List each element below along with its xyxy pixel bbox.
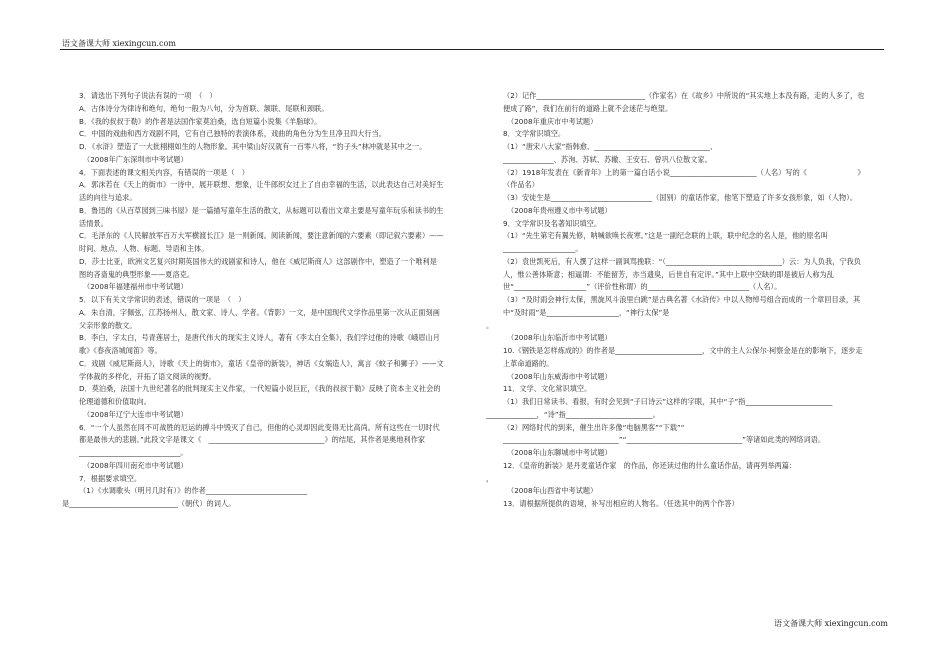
q3-option-b: B．《我的叔叔于勒》的作者是法国作家莫泊桑，选自短篇小说集《羊脂球》。 bbox=[79, 116, 322, 126]
q8-part-1: （1）“唐宋八大家”指韩愈、________________________________、 bbox=[503, 142, 718, 151]
header-rule bbox=[60, 49, 884, 50]
question-7: 7．根据要求填空。 bbox=[79, 473, 142, 483]
question-12: 12．《皇帝的新装》是丹麦童话作家 的作品，你还读过他的什么童话作品，请再列举两篇： bbox=[503, 460, 797, 470]
left-column bbox=[62, 90, 444, 511]
q12-source: （2008年山西省中考试题） bbox=[507, 486, 598, 496]
page-footer-site: 语文备课大师 xiexingcun.com bbox=[774, 619, 888, 628]
q9-part-3-end: 。 bbox=[486, 320, 494, 330]
q8-source: （2008年贵州遵义市中考试题） bbox=[507, 205, 612, 215]
right-column bbox=[486, 90, 868, 511]
question-8: 8．文学常识填空。 bbox=[503, 129, 566, 139]
q6-source: （2008年四川南充市中考试题） bbox=[83, 460, 188, 470]
q3-source: （2008年广东深圳市中考试题） bbox=[83, 154, 188, 164]
q9-part-1: （1）“先生第宅有翼先修，呐喊欲唤长夜寒。”这是一副纪念联的上联，联中纪念的名人是，他的原名叫____________________。 bbox=[503, 231, 828, 253]
q11-source: （2008年山东聊城市中考试题） bbox=[507, 448, 612, 457]
question-9: 9．文学常识及名著知识填空。 bbox=[503, 218, 602, 228]
q4-option-c: C．毛泽东的《人民解放军百万大军横渡长江》是一则新闻。阅读新闻，要注意新闻的六要素（即记叙六要素）——时间、地点、人物、标题、导语和主体。 bbox=[79, 231, 444, 253]
q9-source: （2008年山东临沂市中考试题） bbox=[507, 333, 612, 343]
q9-part-2: （2）袁世凯死后，有人撰了这样一副讽骂挽联：“（________________________________）云：为人负我，宁我负人，惟公善体斯意；相逼谓：不能留芳，亦当遗臭，后世自有定评。”其中上联中空缺的即是被后人称为乱世“____________________”（评价性称谓）的____________________________（人名）。 bbox=[503, 256, 861, 292]
q12-answer-line: ， bbox=[486, 473, 494, 483]
q7-part-1: （1）《水调歌头（明月几时有）》的作者____________________________ bbox=[79, 486, 308, 496]
question-6: 6．“一个人虽然在同不可战胜的厄运的搏斗中毁灭了自己，但他的心灵却因此变得无比高尚。所有这些在一切时代都是最伟大的悲剧。”此段文字是课文《 ________________________________》的结尾，其作者是奥地利作家____________________________。 bbox=[79, 422, 440, 457]
q4-option-b: B．鲁迅的《从百草园到三味书屋》是一篇描写童年生活的散文，从标题可以看出文章主要是写童年玩乐和读书的生活情景。 bbox=[79, 205, 444, 228]
question-10: 10.《钢铁是怎样炼成的》的作者是________________________，文中的主人公保尔·柯察金是在的影响下，逐步走上革命道路的。 bbox=[503, 346, 863, 368]
q4-option-a: A．郭沫若在《天上的街市》一诗中，展开联想、想象，让牛郎织女过上了自由幸福的生活，以此表达自己对美好生活的向往与追求。 bbox=[79, 180, 444, 202]
q5-option-a: A．朱自清，字佩弦，江苏扬州人，散文家、诗人、学者。《背影》一文，是中国现代文学作品里第一次从正面刻画父亲形象的散文。 bbox=[79, 307, 440, 330]
q4-source: （2008年福建福州市中考试题） bbox=[83, 282, 188, 292]
q3-option-c: C．中国的戏曲和西方戏剧不同，它有自己独特的表演体系，戏曲的角色分为生旦净丑四大行当。 bbox=[79, 129, 387, 139]
question-3: 3．请选出下列句子说法有误的一项 （ ） bbox=[79, 91, 217, 100]
q8-part-3: （3）安徒生是____________________________（国别）的童话作家，他笔下塑造了许多女孩形象，如（人物）。 bbox=[503, 193, 858, 202]
q3-option-a: A．古体诗分为律诗和绝句，绝句一般为八句，分为首联、颔联、尾联和颈联。 bbox=[79, 103, 329, 113]
q11-part-2: （2）网络时代的到来，催生出许多像“电脑黑客”“下载”“ ________________________________”“________________________________”等诸如此类的网络词语。 bbox=[503, 422, 826, 445]
page-header-site: 语文备课大师 xiexingcun.com bbox=[62, 39, 176, 48]
q3-option-d: D．《水浒》塑造了一大批栩栩如生的人物形象。其中梁山好汉就有一百零八将，“豹子头”林冲就是其中之一。 bbox=[79, 142, 427, 151]
q11-part-1-cont: ______________，“诗”指________________________。 bbox=[486, 409, 660, 419]
q9-part-3: （3）“及时雨会神行太保，黑旋风斗浪里白跳”是古典名著《水浒传》中以人物绰号组合而成的一个章回目录，其中“及时雨”是____________________，“神行太保”是 bbox=[503, 295, 861, 317]
q7-part-2: （2）记作______________________________（作家名）在《故乡》中所说的“其实地上本没有路，走的人多了，也便成了路”，我们在前行的道路上就不会迷茫与绝望。 bbox=[503, 91, 865, 113]
q7-source: （2008年重庆市中考试题） bbox=[507, 116, 598, 126]
q8-part-2: （2）1918年发表在《新青年》上的第一篇白话小说________________________（人名）写的《 》（作品名） bbox=[503, 167, 865, 190]
question-11: 11．文学、文化常识填空。 bbox=[503, 384, 592, 394]
q5-option-c: C．戏剧《威尼斯商人》，诗歌《天上的街市》，童话《皇帝的新装》，神话《女娲造人》，寓言《蚊子和狮子》——文学体裁的多样化，开拓了语文阅读的视野。 bbox=[79, 358, 444, 381]
q4-option-d: D．莎士比亚，欧洲文艺复兴时期英国伟大的戏剧家和诗人，他在《威尼斯商人》这部剧作中，塑造了一个唯利是图的吝啬鬼的典型形象——夏洛克。 bbox=[79, 256, 437, 279]
q5-source: （2008年辽宁大连市中考试题） bbox=[83, 409, 188, 419]
question-5: 5．以下有关文学常识的表述，错误的一项是 （ ） bbox=[79, 295, 246, 304]
question-4: 4．下面表述的课文相关内容，有错误的一项是（ ） bbox=[79, 167, 249, 177]
q10-source: （2008年山东威海市中考试题） bbox=[507, 371, 612, 381]
q11-part-1: （1）我们日常读书、看报，有时会见到“子曰诗云”这样的字眼，其中“子”指________________________ bbox=[503, 397, 833, 406]
q5-option-d: D．莫泊桑，法国十九世纪著名的批判现实主义作家，一代短篇小说巨匠，《我的叔叔于勒》反映了资本主义社会的伦理道德和价值取向。 bbox=[79, 384, 441, 406]
q8-part-1-cont: ______________、苏洵、苏轼、苏辙、王安石、曾巩八位散文家。 bbox=[503, 154, 712, 164]
q5-option-b: B．李白，字太白，号青莲居士，是唐代伟大的现实主义诗人，著有《李太白全集》，我们学过他的诗歌《峨眉山月歌》《春夜洛城闻笛》等。 bbox=[79, 333, 440, 355]
question-13: 13．请根据所提供的语境，补写出相应的人物名。（任选其中的两个作答） bbox=[503, 499, 739, 508]
q7-part-1-cont: 是______________________________（朝代）的词人。 bbox=[62, 499, 236, 508]
